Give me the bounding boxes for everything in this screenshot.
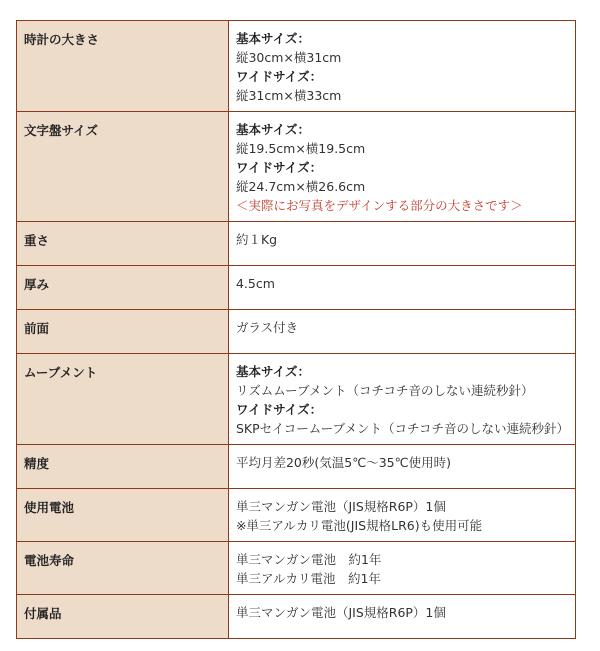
- spec-value: [228, 21, 575, 112]
- spec-value: [228, 445, 575, 489]
- spec-label: ムーブメント: [17, 354, 229, 445]
- spec-row: [17, 266, 576, 310]
- spec-value-line: 縦24.7cm×横26.6cm: [235, 179, 366, 194]
- spec-value-line: リズムムーブメント（コチコチ音のしない連続秒針）: [235, 383, 534, 398]
- spec-label: 重さ: [17, 222, 229, 266]
- spec-value: [228, 354, 575, 445]
- spec-label: 精度: [17, 445, 229, 489]
- spec-row: [17, 21, 576, 112]
- spec-subheading: ワイドサイズ：: [235, 69, 323, 84]
- spec-value-line: 単三アルカリ電池 約1年: [235, 571, 381, 586]
- spec-value: [228, 222, 575, 266]
- spec-row: [17, 310, 576, 354]
- spec-subheading: 基本サイズ：: [235, 31, 310, 46]
- spec-value-line: 平均月差20秒(気温5℃～35℃使用時): [235, 455, 452, 470]
- spec-value: [228, 542, 575, 595]
- spec-subheading: ワイドサイズ：: [235, 160, 323, 175]
- spec-value: [228, 112, 575, 222]
- spec-row: [17, 112, 576, 222]
- spec-label: 時計の大きさ: [17, 21, 229, 112]
- spec-label: 前面: [17, 310, 229, 354]
- spec-row: [17, 542, 576, 595]
- spec-value: [228, 595, 575, 639]
- spec-row: [17, 445, 576, 489]
- spec-row: [17, 595, 576, 639]
- spec-note: ＜実際にお写真をデザインする部分の大きさです＞: [235, 198, 523, 213]
- spec-subheading: 基本サイズ：: [235, 122, 310, 137]
- spec-value-line: 4.5cm: [235, 276, 275, 291]
- spec-value-line: ※単三アルカリ電池(JIS規格LR6)も使用可能: [235, 518, 483, 533]
- spec-value-line: 単三マンガン電池（JIS規格R6P）1個: [235, 605, 446, 620]
- spec-value-line: 約１Kg: [235, 232, 278, 247]
- spec-value-line: 縦30cm×横31cm: [235, 50, 342, 65]
- spec-label: 使用電池: [17, 489, 229, 542]
- spec-table: [16, 20, 576, 639]
- spec-row: [17, 489, 576, 542]
- spec-label: 付属品: [17, 595, 229, 639]
- spec-label: 文字盤サイズ: [17, 112, 229, 222]
- spec-value-line: 縦31cm×横33cm: [235, 88, 342, 103]
- spec-subheading: ワイドサイズ：: [235, 402, 323, 417]
- spec-row: [17, 222, 576, 266]
- spec-value-line: SKPセイコームーブメント（コチコチ音のしない連続秒針）: [235, 421, 569, 436]
- spec-table-body: [17, 21, 576, 639]
- spec-value: [228, 266, 575, 310]
- spec-value-line: 単三マンガン電池 約1年: [235, 552, 382, 567]
- spec-row: [17, 354, 576, 445]
- spec-value: [228, 489, 575, 542]
- spec-value-line: 縦19.5cm×横19.5cm: [235, 141, 366, 156]
- spec-value: [228, 310, 575, 354]
- spec-label: 電池寿命: [17, 542, 229, 595]
- spec-label: 厚み: [17, 266, 229, 310]
- spec-subheading: 基本サイズ：: [235, 364, 310, 379]
- spec-value-line: ガラス付き: [235, 320, 299, 335]
- spec-value-line: 単三マンガン電池（JIS規格R6P）1個: [235, 499, 446, 514]
